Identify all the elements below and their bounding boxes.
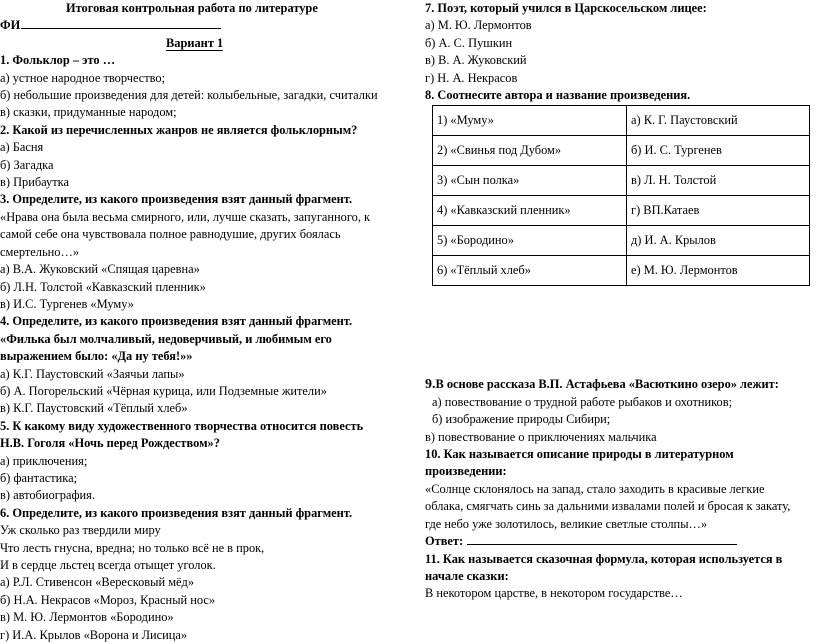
question-1: 1. Фольклор – это … bbox=[0, 53, 116, 68]
option-2c[interactable]: в) Прибаутка bbox=[0, 175, 69, 190]
option-7c[interactable]: в) В. А. Жуковский bbox=[425, 53, 527, 68]
author-cell: в) Л. Н. Толстой bbox=[627, 166, 810, 196]
option-6d[interactable]: г) И.А. Крылов «Ворона и Лисица» bbox=[0, 627, 188, 642]
question-10-line: 10. Как называется описание природы в литературном bbox=[425, 447, 734, 462]
author-cell: е) М. Ю. Лермонтов bbox=[627, 256, 810, 286]
fragment-6-line: Что лесть гнусна, вредна; но только всё не в прок, bbox=[0, 540, 265, 555]
fragment-6-line: Уж сколько раз твердили миру bbox=[0, 523, 161, 538]
option-7a[interactable]: а) М. Ю. Лермонтов bbox=[425, 18, 532, 33]
matching-table bbox=[432, 105, 810, 286]
fragment-10-line: облака, смягчать синь за дальними извалами полей и бросая к закату, bbox=[425, 499, 791, 514]
option-9b[interactable]: б) изображение природы Сибири; bbox=[432, 412, 611, 427]
fio-field[interactable] bbox=[0, 17, 398, 34]
author-cell: г) ВП.Катаев bbox=[627, 196, 810, 226]
option-7b[interactable]: б) А. С. Пушкин bbox=[425, 35, 513, 50]
work-cell: 4) «Кавказский пленник» bbox=[433, 196, 627, 226]
option-5c[interactable]: в) автобиография. bbox=[0, 488, 95, 503]
page-title: Итоговая контрольная работа по литературе bbox=[66, 1, 318, 15]
question-9 bbox=[425, 376, 816, 393]
variant-heading bbox=[0, 35, 398, 52]
option-2a[interactable]: а) Басня bbox=[0, 140, 44, 155]
question-11-line: начале сказки: bbox=[425, 568, 509, 583]
author-cell: а) К. Г. Паустовский bbox=[627, 106, 810, 136]
fragment-4-line: «Филька был молчаливый, недоверчивый, и любимым его bbox=[0, 331, 332, 346]
fio-label: ФИ bbox=[0, 18, 21, 33]
table-row bbox=[433, 136, 810, 166]
question-10-line: произведении: bbox=[425, 464, 507, 479]
work-cell: 1) «Муму» bbox=[433, 106, 627, 136]
option-7d[interactable]: г) Н. А. Некрасов bbox=[425, 70, 518, 85]
option-9a[interactable]: а) повествование о трудной работе рыбаков и охотников; bbox=[432, 394, 733, 409]
fragment-10-line: «Солнце склонялось на запад, стало заходить в красивые легкие bbox=[425, 481, 765, 496]
author-cell: д) И. А. Крылов bbox=[627, 226, 810, 256]
question-11-line: 11. Как называется сказочная формула, которая используется в bbox=[425, 551, 783, 566]
left-column bbox=[0, 0, 398, 644]
option-5b[interactable]: б) фантастика; bbox=[0, 470, 78, 485]
option-5a[interactable]: а) приключения; bbox=[0, 453, 88, 468]
option-6a[interactable]: а) Р.Л. Стивенсон «Вересковый мёд» bbox=[0, 575, 195, 590]
question-5-line: Н.В. Гоголя «Ночь перед Рождеством»? bbox=[0, 436, 220, 451]
question-2: 2. Какой из перечисленных жанров не является фольклорным? bbox=[0, 122, 358, 137]
option-3c[interactable]: в) И.С. Тургенев «Муму» bbox=[0, 296, 134, 311]
spacer bbox=[425, 286, 816, 376]
answer-label: Ответ: bbox=[425, 534, 464, 549]
question-5-line: 5. К какому виду художественного творчества относится повесть bbox=[0, 418, 364, 433]
fragment-10-line: где небо уже золотилось, великие светлые столпы…» bbox=[425, 516, 708, 531]
option-1c[interactable]: в) сказки, придуманные народом; bbox=[0, 105, 177, 120]
fragment-11: В некотором царстве, в некотором государстве… bbox=[425, 586, 683, 601]
right-column bbox=[425, 0, 816, 603]
work-cell: 6) «Тёплый хлеб» bbox=[433, 256, 627, 286]
option-1b[interactable]: б) небольшие произведения для детей: колыбельные, загадки, считалки bbox=[0, 88, 378, 103]
fragment-3-line: смертельно…» bbox=[0, 244, 80, 259]
option-4b[interactable]: б) А. Погорельский «Чёрная курица, или Подземные жители» bbox=[0, 383, 327, 398]
work-cell: 3) «Сын полка» bbox=[433, 166, 627, 196]
option-6b[interactable]: б) Н.А. Некрасов «Мороз, Красный нос» bbox=[0, 592, 216, 607]
option-2b[interactable]: б) Загадка bbox=[0, 157, 54, 172]
variant-label: Вариант 1 bbox=[166, 35, 224, 50]
question-8: 8. Соотнесите автора и название произведения. bbox=[425, 88, 691, 103]
option-4a[interactable]: а) К.Г. Паустовский «Заячьи лапы» bbox=[0, 366, 185, 381]
table-row bbox=[433, 106, 810, 136]
work-cell: 5) «Бородино» bbox=[433, 226, 627, 256]
fragment-3-line: самой себе она чувствовала полное равнодушие, других боялась bbox=[0, 227, 341, 242]
option-3a[interactable]: а) В.А. Жуковский «Спящая царевна» bbox=[0, 262, 200, 277]
table-row bbox=[433, 226, 810, 256]
option-4c[interactable]: в) К.Г. Паустовский «Тёплый хлеб» bbox=[0, 401, 188, 416]
work-cell: 2) «Свинья под Дубом» bbox=[433, 136, 627, 166]
question-3: 3. Определите, из какого произведения взят данный фрагмент. bbox=[0, 192, 353, 207]
question-7: 7. Поэт, который учился в Царскосельском лицее: bbox=[425, 1, 707, 15]
fragment-3-line: «Нрава она была весьма смирного, или, лучше сказать, запуганного, к bbox=[0, 209, 371, 224]
option-6c[interactable]: в) М. Ю. Лермонтов «Бородино» bbox=[0, 610, 174, 625]
answer-underline[interactable] bbox=[467, 533, 737, 545]
fragment-6-line: И в сердце льстец всегда отыщет уголок. bbox=[0, 558, 216, 572]
option-9c[interactable]: в) повествование о приключениях мальчика bbox=[425, 429, 657, 444]
option-3b[interactable]: б) Л.Н. Толстой «Кавказский пленник» bbox=[0, 279, 206, 294]
question-9-text: В основе рассказа В.П. Астафьева «Васюткино озеро» лежит: bbox=[435, 377, 779, 392]
question-9-number: 9. bbox=[425, 377, 436, 393]
author-cell: б) И. С. Тургенев bbox=[627, 136, 810, 166]
fragment-4-line: выражением было: «Да ну тебя!»» bbox=[0, 349, 193, 364]
table-row bbox=[433, 256, 810, 286]
question-6: 6. Определите, из какого произведения взят данный фрагмент. bbox=[0, 505, 353, 520]
option-1a[interactable]: а) устное народное творчество; bbox=[0, 70, 166, 85]
table-row bbox=[433, 166, 810, 196]
table-row bbox=[433, 196, 810, 226]
fio-underline[interactable] bbox=[21, 17, 221, 29]
question-4: 4. Определите, из какого произведения взят данный фрагмент. bbox=[0, 314, 353, 329]
